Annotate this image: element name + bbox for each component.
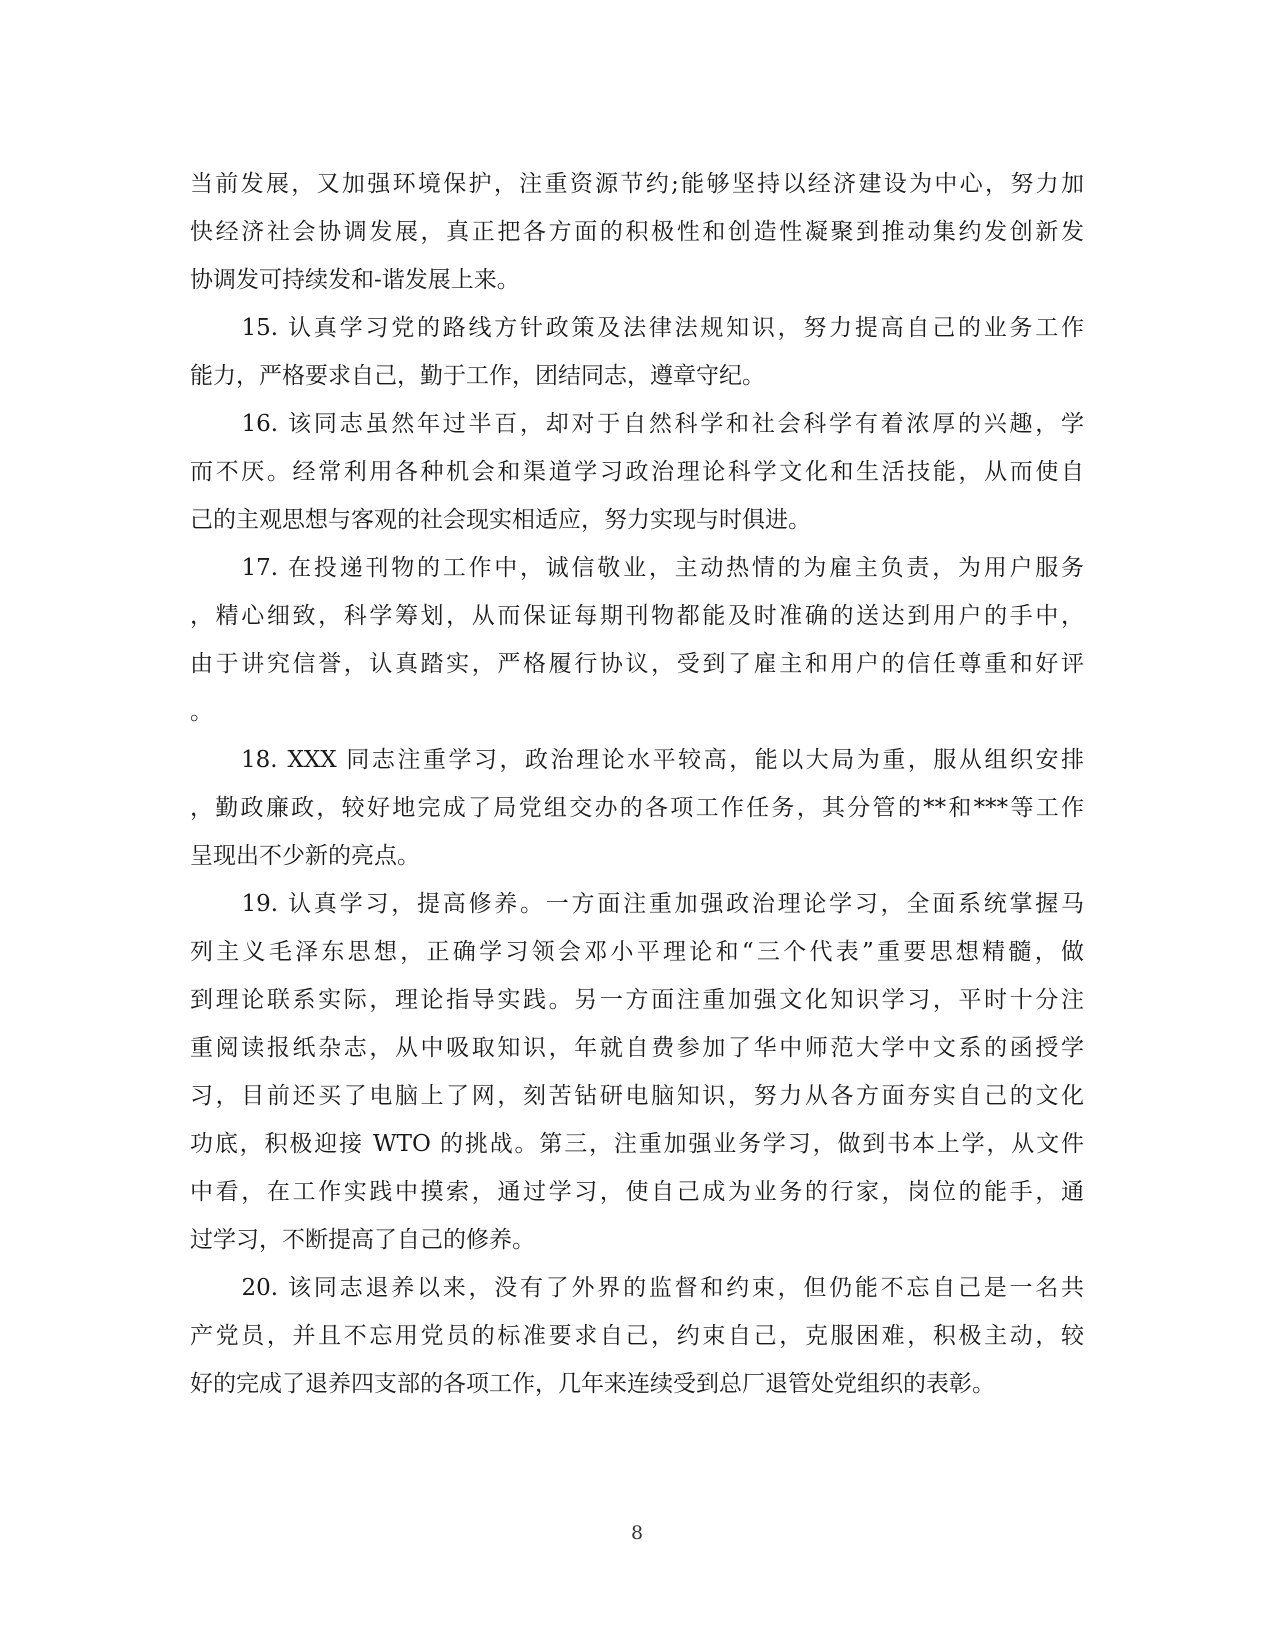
text-line: 产党员，并且不忘用党员的标准要求自己，约束自己，克服困难，积极主动，较	[190, 1323, 1084, 1349]
text-line: 到理论联系实际，理论指导实践。另一方面注重加强文化知识学习，平时十分注	[190, 987, 1084, 1013]
text-line: 而不厌。经常利用各种机会和渠道学习政治理论科学文化和生活技能，从而使自	[190, 459, 1084, 485]
document-body	[190, 160, 1084, 1408]
paragraph	[190, 160, 1084, 304]
text-line: 。	[190, 699, 213, 725]
text-line: 中看，在工作实践中摸索，通过学习，使自己成为业务的行家，岗位的能手，通	[190, 1179, 1084, 1205]
paragraph	[190, 304, 1084, 400]
text-line: 协调发可持续发和-谐发展上来。	[190, 267, 520, 293]
text-line: 重阅读报纸杂志，从中吸取知识，年就自费参加了华中师范大学中文系的函授学	[190, 1035, 1084, 1061]
paragraph	[190, 400, 1084, 544]
text-line: ，精心细致，科学筹划，从而保证每期刊物都能及时准确的送达到用户的手中，	[190, 603, 1084, 629]
text-line: 呈现出不少新的亮点。	[190, 843, 420, 869]
text-line: 当前发展，又加强环境保护，注重资源节约;能够坚持以经济建设为中心，努力加	[190, 171, 1084, 197]
text-line: 20. 该同志退养以来，没有了外界的监督和约束，但仍能不忘自己是一名共	[190, 1275, 1084, 1301]
text-line: 16. 该同志虽然年过半百，却对于自然科学和社会科学有着浓厚的兴趣，学	[190, 411, 1084, 437]
text-line: 17. 在投递刊物的工作中，诚信敬业，主动热情的为雇主负责，为用户服务	[190, 555, 1084, 581]
text-line: 习，目前还买了电脑上了网，刻苦钻研电脑知识，努力从各方面夯实自己的文化	[190, 1083, 1084, 1109]
text-line: 由于讲究信誉，认真踏实，严格履行协议，受到了雇主和用户的信任尊重和好评	[190, 651, 1084, 677]
paragraph	[190, 736, 1084, 880]
page-number: 8	[630, 1522, 644, 1544]
text-line: 能力，严格要求自己，勤于工作，团结同志，遵章守纪。	[190, 363, 765, 389]
text-line: 18. XXX 同志注重学习，政治理论水平较高，能以大局为重，服从组织安排	[190, 747, 1084, 773]
paragraph	[190, 544, 1084, 736]
text-line: 好的完成了退养四支部的各项工作，几年来连续受到总厂退管处党组织的表彰。	[190, 1371, 995, 1397]
text-line: 快经济社会协调发展，真正把各方面的积极性和创造性凝聚到推动集约发创新发	[190, 219, 1084, 245]
text-line: ，勤政廉政，较好地完成了局党组交办的各项工作任务，其分管的**和***等工作	[190, 795, 1084, 821]
text-line: 19. 认真学习，提高修养。一方面注重加强政治理论学习，全面系统掌握马	[190, 891, 1084, 917]
text-line: 功底，积极迎接 WTO 的挑战。第三，注重加强业务学习，做到书本上学，从文件	[190, 1131, 1084, 1157]
text-line: 列主义毛泽东思想，正确学习领会邓小平理论和“三个代表”重要思想精髓，做	[190, 939, 1084, 965]
paragraph	[190, 1264, 1084, 1408]
text-line: 15. 认真学习党的路线方针政策及法律法规知识，努力提高自己的业务工作	[190, 315, 1084, 341]
paragraph	[190, 880, 1084, 1264]
text-line: 己的主观思想与客观的社会现实相适应，努力实现与时俱进。	[190, 507, 811, 533]
text-line: 过学习，不断提高了自己的修养。	[190, 1227, 535, 1253]
